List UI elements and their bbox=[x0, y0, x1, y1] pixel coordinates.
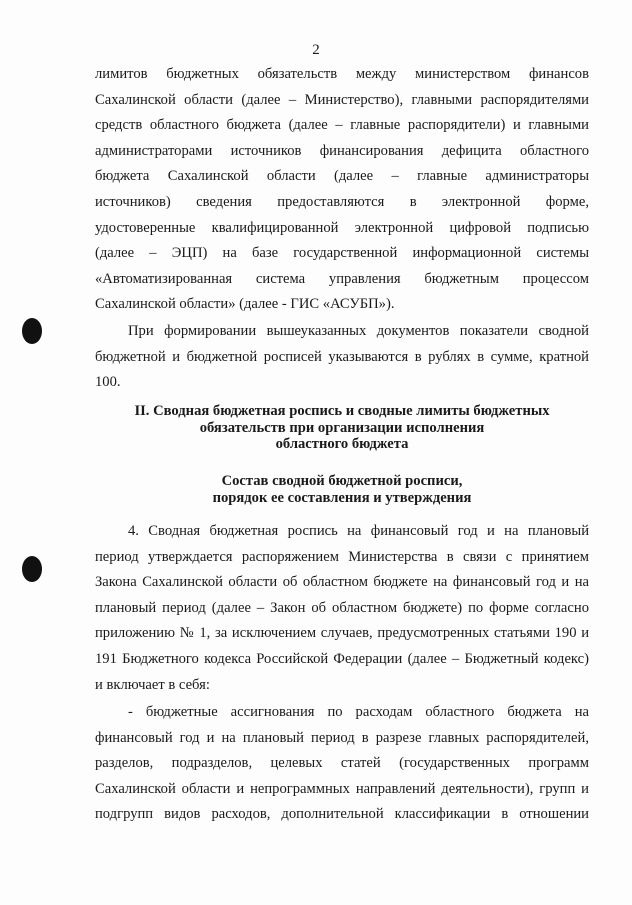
section-heading bbox=[95, 403, 589, 453]
text-line: приложению № 1, за исключением случаев, предусмотренных статьями 190 и bbox=[95, 625, 589, 642]
text-line: «Автоматизированная система управления бюджетным процессом bbox=[95, 270, 589, 287]
text-line: При формировании вышеуказанных документов показатели сводной bbox=[128, 323, 589, 339]
text-line: лимитов бюджетных обязательств между министерством финансов bbox=[95, 66, 589, 82]
paragraph-2 bbox=[95, 319, 589, 396]
heading-line: обязательств при организации исполнения bbox=[199, 419, 485, 436]
heading-line: II. Сводная бюджетная роспись и сводные лимиты бюджетных bbox=[134, 403, 550, 419]
text-line: средств областного бюджета (далее – главные распорядители) и главными bbox=[95, 117, 589, 134]
punch-hole-mark bbox=[22, 318, 42, 344]
text-line: администраторами источников финансирования дефицита областного bbox=[95, 142, 589, 159]
text-line: удостоверенные квалифицированной электронной цифровой подписью bbox=[95, 219, 589, 236]
text-line: 100. bbox=[95, 374, 121, 391]
text-line: период утверждается распоряжением Министерства в связи с принятием bbox=[95, 548, 589, 565]
paragraph-1 bbox=[95, 62, 589, 318]
list-item-budget-allocations bbox=[95, 700, 589, 828]
text-line: и включает в себя: bbox=[95, 676, 210, 693]
text-line: Сахалинской области» (далее - ГИС «АСУБП»). bbox=[95, 296, 395, 313]
page-number: 2 bbox=[312, 42, 320, 58]
text-line: Сахалинской области и непрограммных направлений деятельности), групп и bbox=[95, 780, 589, 797]
text-line: плановый период (далее – Закон об областном бюджете) по форме согласно bbox=[95, 599, 589, 616]
text-line: источников) сведения предоставляются в электронной форме, bbox=[95, 193, 589, 210]
heading-line: порядок ее составления и утверждения bbox=[212, 489, 472, 506]
paragraph-4 bbox=[95, 519, 589, 698]
punch-hole-mark bbox=[22, 556, 42, 582]
heading-line: Состав сводной бюджетной росписи, bbox=[221, 473, 463, 489]
text-line: - бюджетные ассигнования по расходам областного бюджета на bbox=[128, 704, 589, 720]
text-line: бюджетной и бюджетной росписей указываются в рублях в сумме, кратной bbox=[95, 348, 589, 365]
text-line: разделов, подразделов, целевых статей (государственных программ bbox=[95, 755, 589, 772]
text-line: 191 Бюджетного кодекса Российской Федерации (далее – Бюджетный кодекс) bbox=[95, 650, 589, 667]
text-line: 4. Сводная бюджетная роспись на финансовый год и на плановый bbox=[128, 523, 589, 539]
text-line: бюджета Сахалинской области (далее – главные администраторы bbox=[95, 168, 589, 185]
text-line: Закона Сахалинской области об областном бюджете на финансовый год и на bbox=[95, 574, 589, 591]
subsection-heading bbox=[95, 473, 589, 506]
text-line: финансовый год и на плановый период в разрезе главных распорядителей, bbox=[95, 729, 589, 746]
heading-line: областного бюджета bbox=[275, 436, 409, 452]
text-line: Сахалинской области (далее – Министерство), главными распорядителями bbox=[95, 91, 589, 108]
text-line: подгрупп видов расходов, дополнительной классификации в отношении bbox=[95, 806, 589, 823]
text-line: (далее – ЭЦП) на базе государственной информационной системы bbox=[95, 245, 589, 262]
